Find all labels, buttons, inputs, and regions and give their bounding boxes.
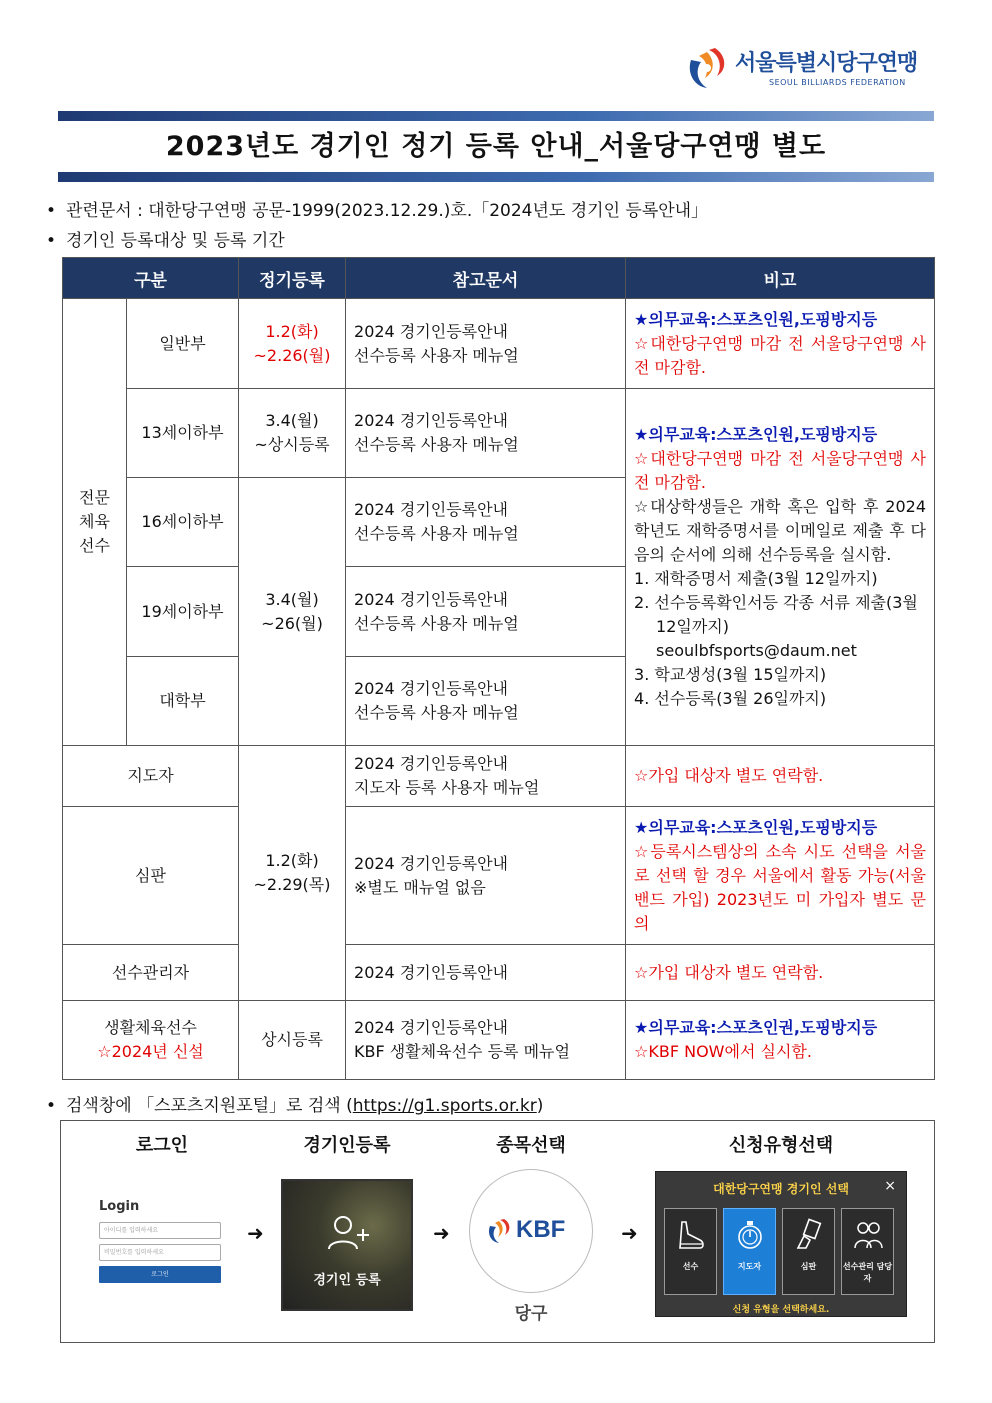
new-2024-badge: ☆2024년 신설 bbox=[97, 1042, 204, 1061]
add-user-icon bbox=[327, 1213, 371, 1253]
elite-athlete-group: 전문 체육 선수 bbox=[63, 299, 127, 746]
athlete-register-label: 경기인 등록 bbox=[313, 1273, 381, 1288]
password-input[interactable]: 비밀번호를 입력하세요 bbox=[99, 1244, 221, 1261]
row-label-univ: 대학부 bbox=[127, 657, 239, 746]
option-referee[interactable]: 심판 bbox=[782, 1208, 835, 1295]
step-title-login: 로그인 bbox=[135, 1135, 189, 1156]
option-coach[interactable]: 지도자 bbox=[723, 1208, 776, 1295]
list-item: 4. 선수등록(3월 26일까지) bbox=[634, 689, 827, 708]
title-top-bar bbox=[58, 111, 934, 121]
sneaker-icon bbox=[676, 1218, 706, 1252]
bullet-targets: • 경기인 등록대상 및 등록 기간 bbox=[46, 231, 285, 251]
table-row bbox=[63, 807, 935, 945]
step-title-type: 신청유형선택 bbox=[728, 1135, 834, 1156]
row-label-u19: 19세이하부 bbox=[127, 567, 239, 657]
list-item: 2. 선수등록확인서등 각종 서류 제출(3월 12일까지) seoulbfsports@daum.net bbox=[634, 593, 918, 660]
kbf-logo-text: KBF bbox=[516, 1216, 566, 1243]
header-category: 구분 bbox=[63, 258, 239, 299]
row-label-u16: 16세이하부 bbox=[127, 478, 239, 567]
period-amateur: 상시등록 bbox=[239, 1001, 346, 1080]
table-header-row bbox=[63, 258, 935, 299]
related-doc-text: 관련문서 : 대한당구연맹 공문-1999(2023.12.29.)호.「2024년도 경기인 등록안내」 bbox=[66, 201, 709, 221]
table-row bbox=[63, 1001, 935, 1080]
remarks-referee: ★의무교육:스포츠인원,도핑방지등 ☆등록시스템상의 소속 시도 선택을 서울로 선택 할 경우 서울에서 활동 가능(서울밴드 가입) 2023년도 미 가입자 별도 문의 bbox=[626, 807, 935, 945]
step-title-sport: 종목선택 bbox=[496, 1135, 566, 1156]
reference-manager: 2024 경기인등록안내 bbox=[346, 945, 626, 1001]
title-bottom-bar bbox=[58, 172, 934, 182]
option-manager[interactable]: 선수관리 담당자 bbox=[841, 1208, 894, 1295]
logo-korean-name: 서울특별시당구연맹 bbox=[735, 51, 918, 76]
dialog-footer: 신청 유형을 선택하세요. bbox=[732, 1305, 830, 1315]
registration-process bbox=[60, 1120, 935, 1343]
referee-card-icon bbox=[794, 1218, 824, 1252]
period-staff: 1.2(화) ~2.29(목) bbox=[239, 746, 346, 1001]
reference-coach: 2024 경기인등록안내 지도자 등록 사용자 메뉴얼 bbox=[346, 746, 626, 807]
member-type-dialog bbox=[655, 1171, 907, 1317]
stopwatch-icon bbox=[735, 1218, 765, 1252]
remarks-students: ★의무교육:스포츠인원,도핑방지등 ☆대한당구연맹 마감 전 서울당구연맹 사전 마감함. ☆대상학생들은 개학 혹은 입학 후 2024학년도 재학증명서를 이메일로 제출 후 다음의 순서에 의해 선수등록을 실시함. 1. 재학증명서 제출(3월 12일까지) 2. 선수등록확인서등 각종 서류 제출(3월 12일까지) seoulbfsports@daum.net 3. 학교생성(3월 15일까지) 4. 선수등록(3월 26일까지) bbox=[626, 389, 935, 746]
login-title: Login bbox=[99, 1199, 140, 1214]
dialog-title: 대한당구연맹 경기인 선택 bbox=[713, 1182, 849, 1196]
remarks-amateur: ★의무교육:스포츠인권,도핑방지등 ☆KBF NOW에서 실시함. bbox=[626, 1001, 935, 1080]
id-input[interactable]: 아이디를 입력하세요 bbox=[99, 1222, 221, 1239]
team-icon bbox=[853, 1218, 883, 1252]
list-item: 3. 학교생성(3월 15일까지) bbox=[634, 665, 827, 684]
reference-general: 2024 경기인등록안내 선수등록 사용자 메뉴얼 bbox=[346, 299, 626, 389]
row-label-u13: 13세이하부 bbox=[127, 389, 239, 478]
athlete-register-card[interactable] bbox=[281, 1179, 413, 1311]
reference-u13: 2024 경기인등록안내 선수등록 사용자 메뉴얼 bbox=[346, 389, 626, 478]
federation-emblem-icon bbox=[685, 46, 731, 92]
login-form bbox=[99, 1199, 229, 1283]
option-athlete[interactable]: 선수 bbox=[664, 1208, 717, 1295]
period-students: 3.4(월) ~26(월) bbox=[239, 478, 346, 746]
registration-table bbox=[62, 257, 935, 1080]
remarks-general: ★의무교육:스포츠인원,도핑방지등 ☆대한당구연맹 마감 전 서울당구연맹 사전 마감함. bbox=[626, 299, 935, 389]
reference-u19: 2024 경기인등록안내 선수등록 사용자 메뉴얼 bbox=[346, 567, 626, 657]
arrow-icon: ➜ bbox=[433, 1221, 450, 1245]
reference-univ: 2024 경기인등록안내 선수등록 사용자 메뉴얼 bbox=[346, 657, 626, 746]
login-button[interactable]: 로그인 bbox=[99, 1266, 221, 1283]
table-row bbox=[63, 945, 935, 1001]
remarks-manager: ☆가입 대상자 별도 연락함. bbox=[626, 945, 935, 1001]
header-reference: 참고문서 bbox=[346, 258, 626, 299]
header-period: 정기등록 bbox=[239, 258, 346, 299]
table-row bbox=[63, 299, 935, 389]
logo-english-name: SEOUL BILLIARDS FEDERATION bbox=[769, 78, 906, 87]
targets-text: 경기인 등록대상 및 등록 기간 bbox=[66, 231, 285, 251]
period-general: 1.2(화) ~2.26(월) bbox=[239, 299, 346, 389]
list-item: 1. 재학증명서 제출(3월 12일까지) bbox=[634, 569, 878, 588]
close-icon[interactable]: × bbox=[884, 1178, 896, 1194]
billiards-label: 당구 bbox=[514, 1304, 548, 1324]
arrow-icon: ➜ bbox=[247, 1221, 264, 1245]
period-u13: 3.4(월) ~상시등록 bbox=[239, 389, 346, 478]
remarks-coach: ☆가입 대상자 별도 연락함. bbox=[626, 746, 935, 807]
bullet-related-doc: • 관련문서 : 대한당구연맹 공문-1999(2023.12.29.)호.「2024년도 경기인 등록안내」 bbox=[46, 201, 709, 221]
row-label-referee: 심판 bbox=[63, 807, 239, 945]
reference-referee: 2024 경기인등록안내 ※별도 매뉴얼 없음 bbox=[346, 807, 626, 945]
portal-link[interactable]: https://g1.sports.or.kr bbox=[352, 1096, 537, 1116]
page-title: 2023년도 경기인 정기 등록 안내_서울당구연맹 별도 bbox=[165, 131, 827, 162]
federation-logo bbox=[685, 44, 947, 96]
table-row bbox=[63, 746, 935, 807]
table-row bbox=[63, 389, 935, 478]
row-label-amateur: 생활체육선수 ☆2024년 신설 bbox=[63, 1001, 239, 1080]
row-label-general: 일반부 bbox=[127, 299, 239, 389]
reference-amateur: 2024 경기인등록안내 KBF 생활체육선수 등록 메뉴얼 bbox=[346, 1001, 626, 1080]
row-label-coach: 지도자 bbox=[63, 746, 239, 807]
header-remarks: 비고 bbox=[626, 258, 935, 299]
row-label-manager: 선수관리자 bbox=[63, 945, 239, 1001]
bullet-search: • 검색창에 「스포츠지원포털」로 검색 (https://g1.sports.or.kr) bbox=[46, 1096, 544, 1116]
kbf-emblem-icon bbox=[486, 1218, 512, 1244]
arrow-icon: ➜ bbox=[621, 1221, 638, 1245]
step-title-register: 경기인등록 bbox=[303, 1135, 391, 1156]
reference-u16: 2024 경기인등록안내 선수등록 사용자 메뉴얼 bbox=[346, 478, 626, 567]
billiards-sport-option[interactable] bbox=[469, 1169, 593, 1293]
student-steps-list bbox=[634, 567, 926, 711]
